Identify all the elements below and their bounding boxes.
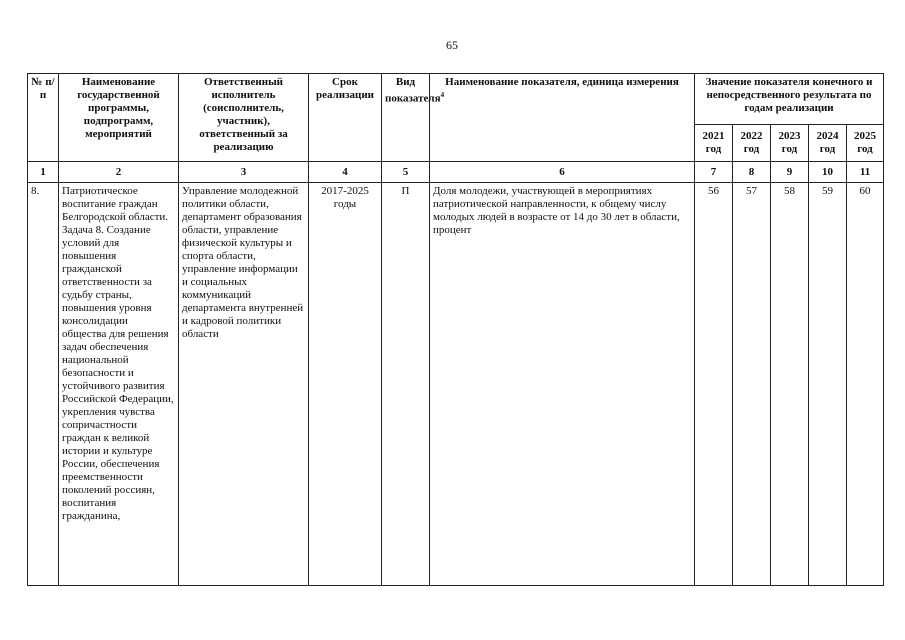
row-indicator: Доля молодежи, участвующей в мероприятиях патриотической направленности, к общему числу молодых людей в возрасте от 14 до 30 лет в области, процент xyxy=(430,183,695,586)
column-number: 9 xyxy=(771,162,809,183)
row-value-2025: 60 xyxy=(847,183,884,586)
row-executor: Управление молодежной политики области, департамент образования области, управление физической культуры и спорта области, управление информации и социальных коммуникаций департамента внутренней и кадровой политики области xyxy=(179,183,309,586)
header-year-2024: 2024 год xyxy=(809,125,847,162)
column-number: 2 xyxy=(59,162,179,183)
header-year-2023: 2023 год xyxy=(771,125,809,162)
row-type: П xyxy=(382,183,430,586)
column-number: 8 xyxy=(733,162,771,183)
header-year-2022: 2022 год xyxy=(733,125,771,162)
column-number: 6 xyxy=(430,162,695,183)
column-number: 10 xyxy=(809,162,847,183)
header-num: № п/п xyxy=(28,74,59,162)
row-value-2021: 56 xyxy=(695,183,733,586)
header-program: Наименование государственной программы, подпрограмм, мероприятий xyxy=(59,74,179,162)
row-program: Патриотическое воспитание граждан Белгородской области. Задача 8. Создание условий для повышения гражданской ответственности за судьбу страны, повышения уровня консолидации общества для решения задач обеспечения национальной безопасности и устойчивого развития Российской Федерации, укрепления чувства сопричастности граждан к великой истории и культуре России, обеспечения преемственности поколений россиян, воспитания гражданина, xyxy=(59,183,179,586)
column-numbers-row xyxy=(28,162,884,183)
header-type-text: Вид показателя xyxy=(385,76,441,105)
row-value-2023: 58 xyxy=(771,183,809,586)
indicators-table xyxy=(27,73,884,586)
column-number: 7 xyxy=(695,162,733,183)
row-num: 8. xyxy=(28,183,59,586)
column-number: 4 xyxy=(309,162,382,183)
header-indicator: Наименование показателя, единица измерения xyxy=(430,74,695,162)
row-value-2022: 57 xyxy=(733,183,771,586)
header-year-2021: 2021 год xyxy=(695,125,733,162)
row-period: 2017-2025 годы xyxy=(309,183,382,586)
page-number: 65 xyxy=(446,38,458,52)
table-row xyxy=(28,183,884,586)
header-values-group: Значение показателя конечного и непосредственного результата по годам реализации xyxy=(695,74,884,125)
header-year-2025: 2025 год xyxy=(847,125,884,162)
column-number: 1 xyxy=(28,162,59,183)
header-executor: Ответственный исполнитель (соисполнитель, участник), ответственный за реализацию xyxy=(179,74,309,162)
header-period: Срок реализации xyxy=(309,74,382,162)
column-number: 11 xyxy=(847,162,884,183)
column-number: 5 xyxy=(382,162,430,183)
footnote-mark: 4 xyxy=(440,91,445,99)
column-number: 3 xyxy=(179,162,309,183)
row-value-2024: 59 xyxy=(809,183,847,586)
header-type xyxy=(382,74,445,162)
